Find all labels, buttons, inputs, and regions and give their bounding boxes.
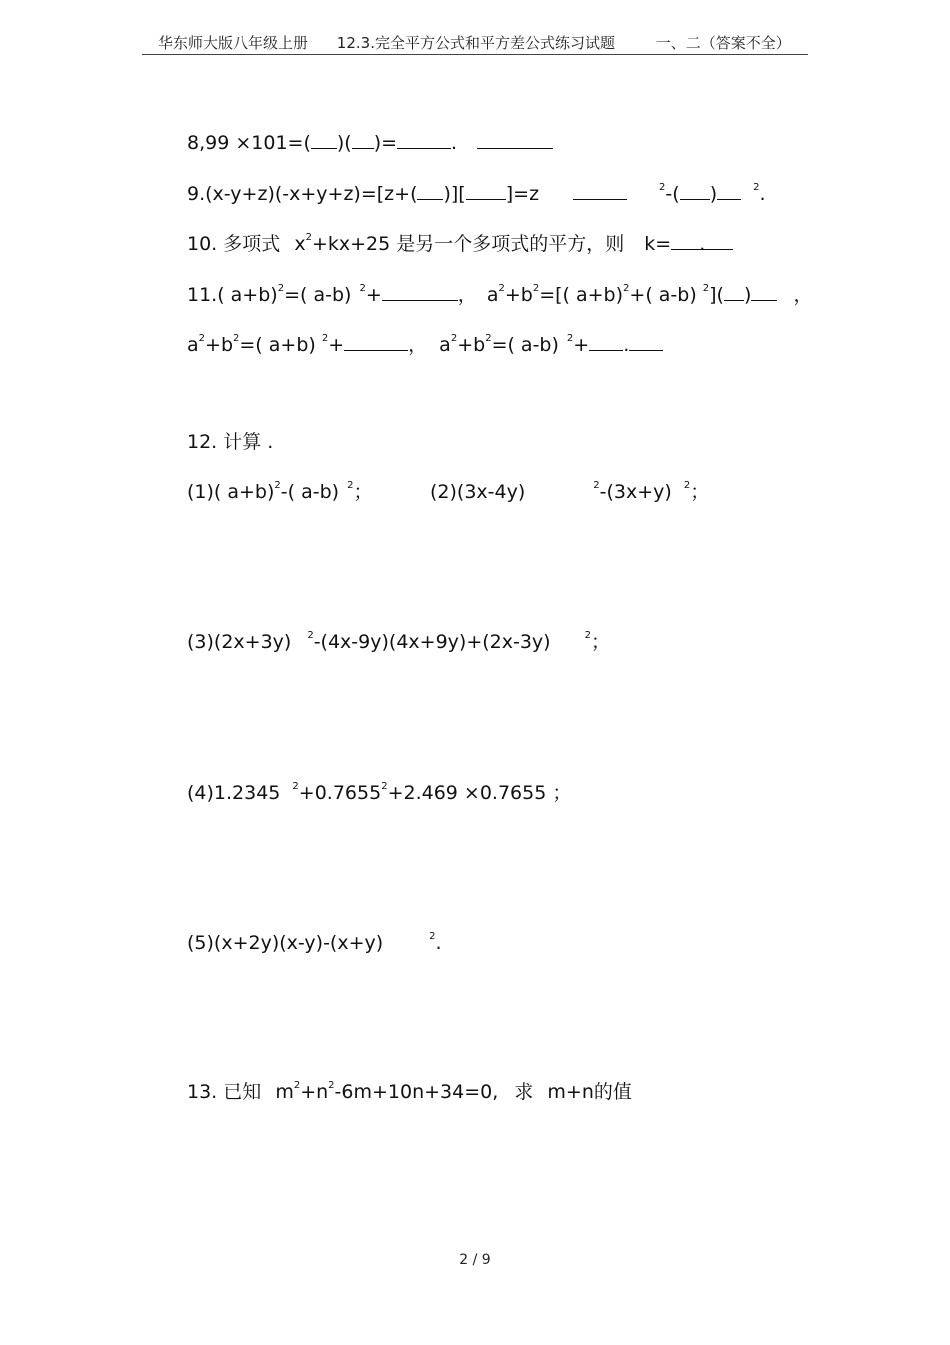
- blank: [397, 130, 451, 149]
- blank: [311, 130, 337, 149]
- blank: [466, 181, 506, 200]
- question-12-part-5: (5)(x+2y)(x-y)-(x+y) $^2$.: [187, 931, 442, 954]
- blank: [382, 282, 458, 301]
- header-rule: [142, 54, 808, 55]
- blank: [417, 181, 443, 200]
- question-12-part-2: (2)(3x-4y) $^2$-(3x+y) $^2$；: [430, 480, 710, 503]
- blank: [352, 130, 374, 149]
- blank: [751, 282, 777, 301]
- question-12-part-3: (3)(2x+3y) $^2$-(4x-9y)(4x+9y)+(2x-3y) $^2$；: [187, 630, 610, 653]
- question-10: 10. 多项式 $x^2+kx+25$ 是另一个多项式的平方，则 k= .: [187, 231, 733, 260]
- question-13: 13. 已知 $m^2+n^2-6m+10n+34=0$, 求 m+n的值: [187, 1080, 632, 1103]
- question-12-part-1: (1)( a+b)$^2$-( a-b) $^2$；: [187, 480, 373, 503]
- blank: [709, 231, 733, 250]
- header-book: 华东师大版八年级上册: [158, 34, 309, 52]
- page-header: [158, 32, 791, 53]
- blank: [589, 332, 623, 351]
- question-12-part-4: (4)1.2345 $^2+0.7655^2+2.469 \times 0.7655$ ；: [187, 781, 572, 804]
- question-11-line-2: $a^2+b^2=$( a+b) $^2$+ ， $a^2+b^2=$( a-b) $^2$+ .: [187, 332, 663, 361]
- blank: [344, 332, 408, 351]
- header-note: 一、二（答案不全）: [655, 34, 791, 52]
- blank: [680, 181, 710, 200]
- blank: [717, 181, 741, 200]
- blank: [573, 181, 627, 200]
- question-11-line-1: 11.( a+b)$^2$=( a-b) $^2$+ ， $a^2+b^2=$[( a+b)$^2$+( a-b) $^2$]( ) ，: [187, 283, 813, 306]
- header-topic: 12.3.完全平方公式和平方差公式练习试题: [336, 34, 615, 52]
- blank: [477, 130, 553, 149]
- question-9: 9.(x-y+z)(-x+y+z)=[z+( )][ ]=z $^2$-( ) $^2$.: [187, 182, 766, 205]
- page-number: 2 / 9: [459, 1252, 491, 1268]
- blank: [724, 282, 744, 301]
- blank: [629, 332, 663, 351]
- question-12-title: 12. 计算 .: [187, 431, 274, 453]
- question-8: 8,99 ×101=( )( )= .: [187, 130, 553, 155]
